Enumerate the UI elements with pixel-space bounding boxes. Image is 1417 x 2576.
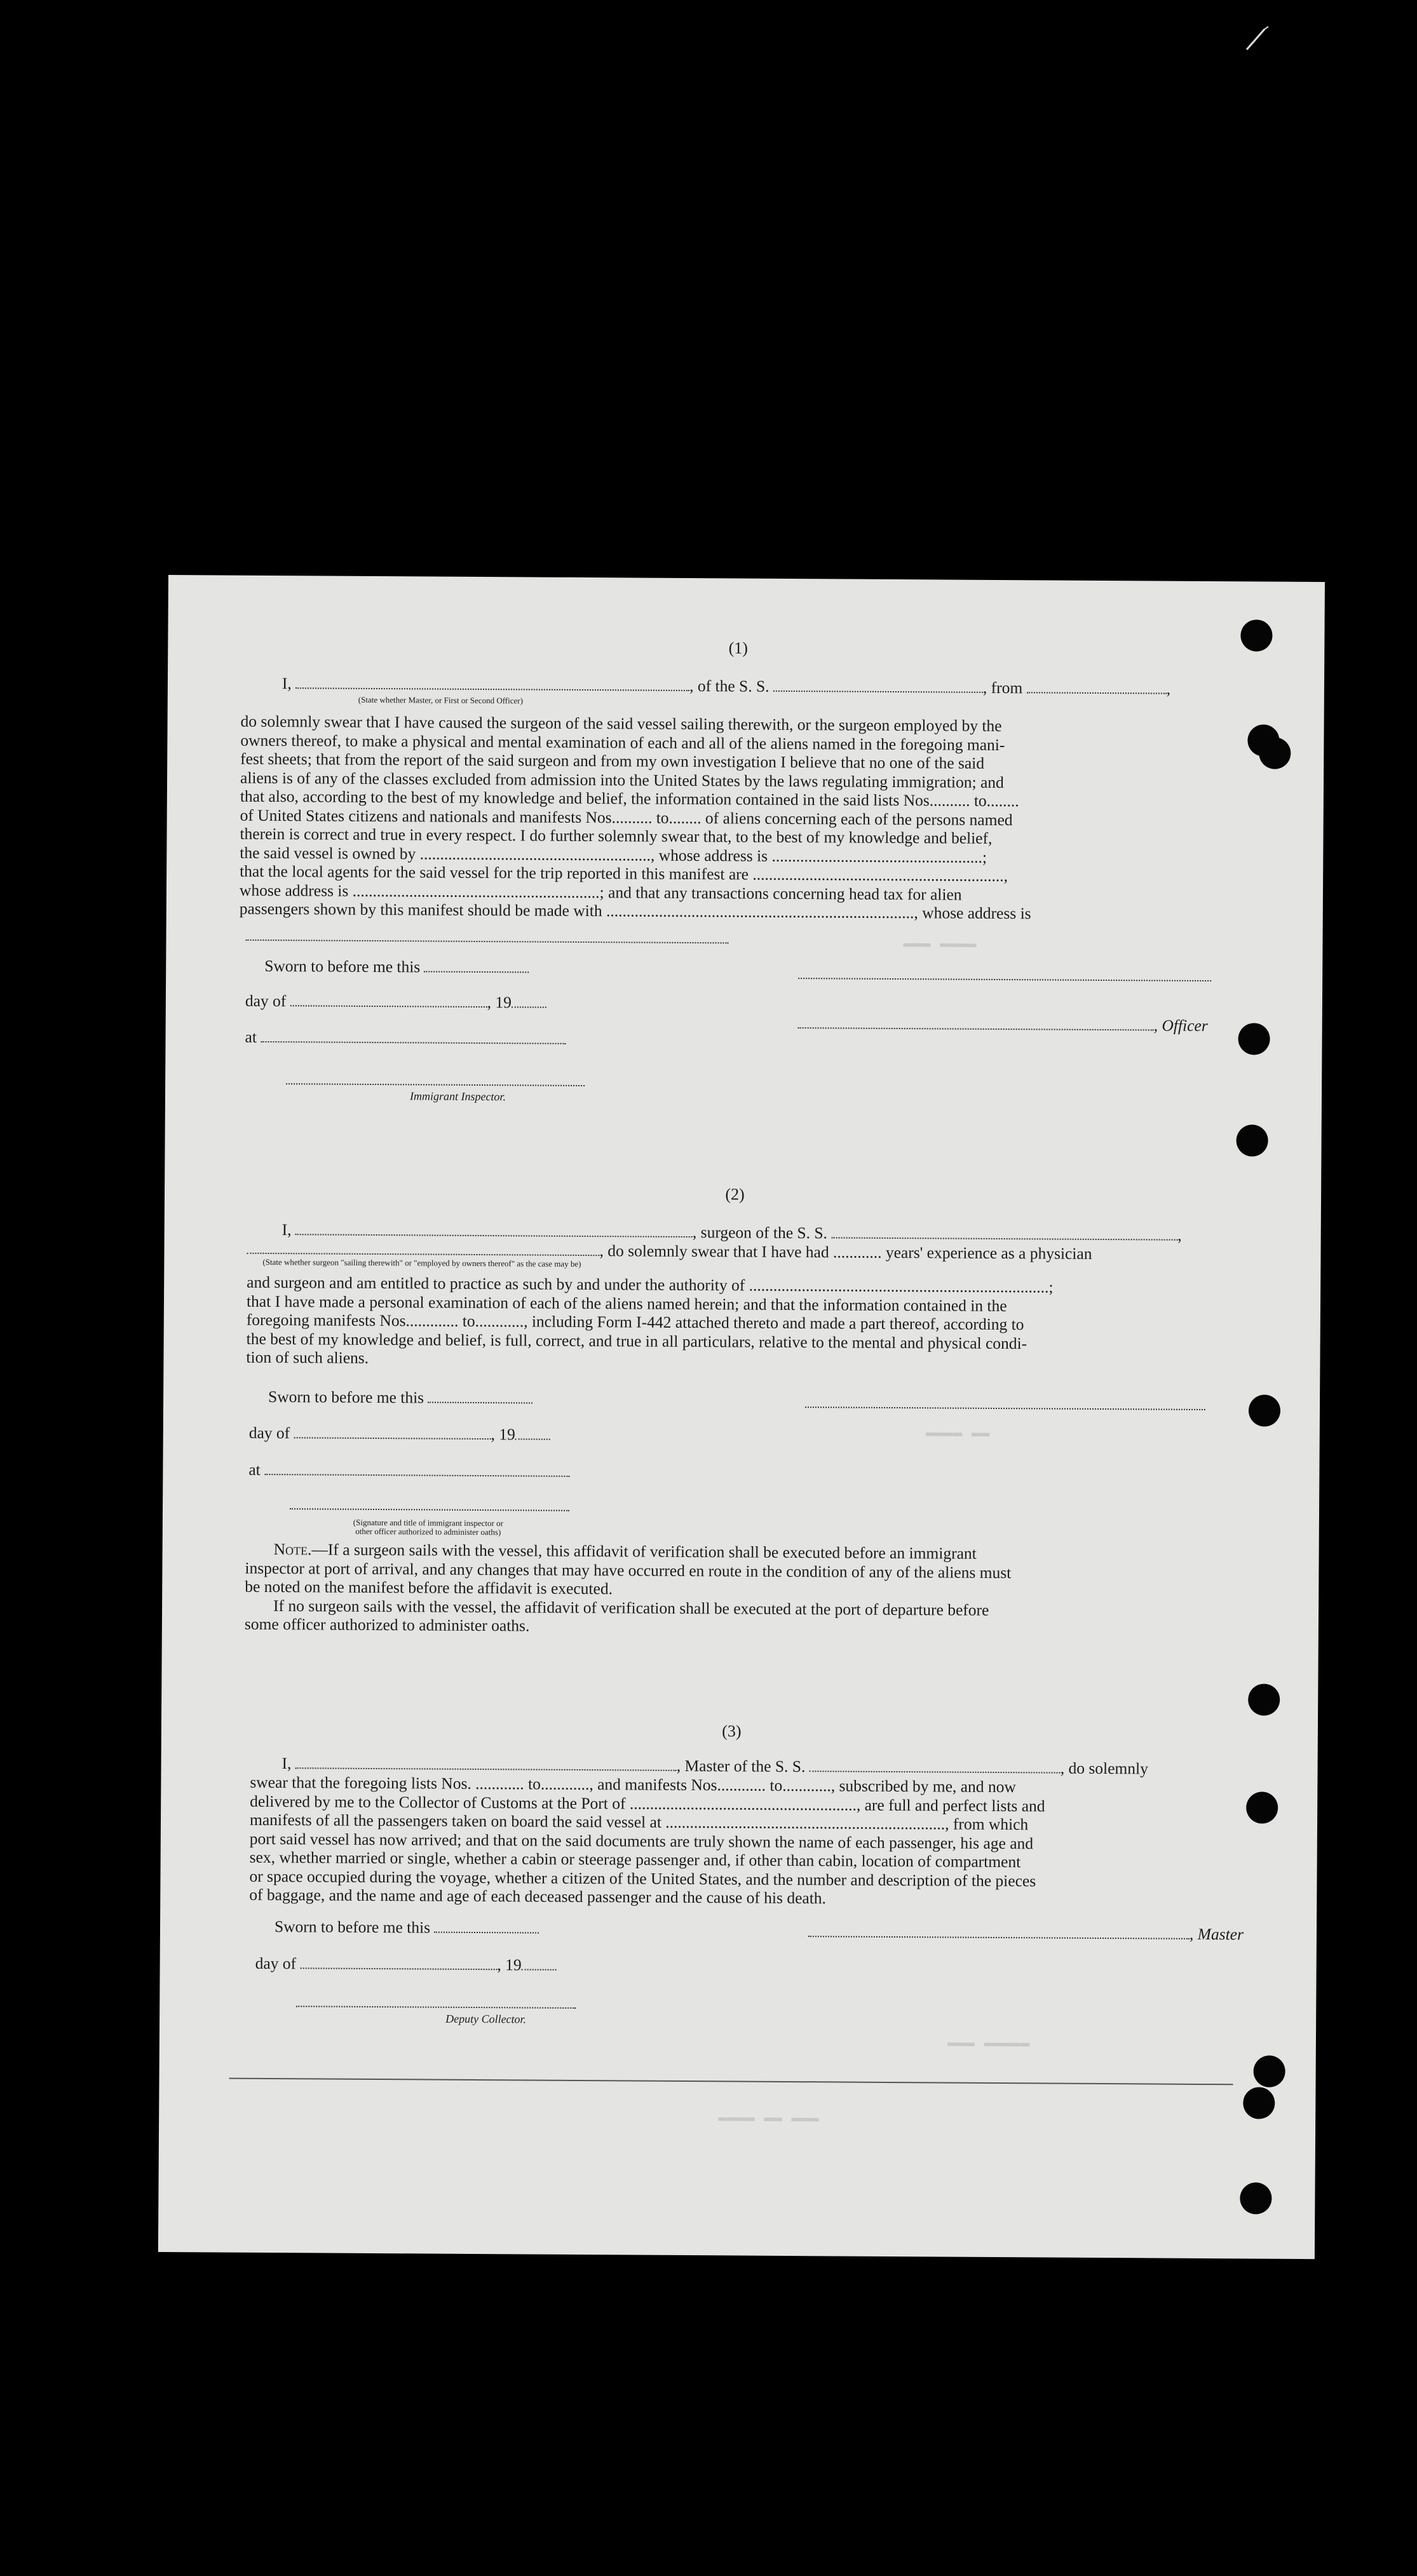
bleed-through: ▬▬▬▬ ▬▬ ▬▬▬ — [718, 2109, 819, 2128]
blank-master-name — [295, 1755, 677, 1771]
section-number: (1) — [728, 638, 749, 657]
punch-hole — [1243, 2087, 1275, 2119]
sworn-label: Sworn to before me this — [264, 957, 529, 978]
blank-surgeon-status — [247, 1239, 599, 1256]
sworn-label: Sworn to before me this — [275, 1917, 539, 1938]
label-i: I, — [281, 1754, 292, 1773]
body-line: whose address is .............................................................; and that any transactions concerning head tax for alien — [239, 880, 962, 904]
punch-hole — [1236, 1124, 1268, 1156]
inspector-caption: Immigrant Inspector. — [409, 1089, 506, 1103]
note-line: If no surgeon sails with the vessel, the affidavit of verification shall be executed at the port of departure before — [273, 1596, 989, 1619]
blank-vessel-name — [831, 1224, 1177, 1241]
sworn-label: Sworn to before me this — [268, 1387, 533, 1408]
label-i: I, — [281, 1220, 292, 1239]
inspector-signature-line — [286, 1075, 585, 1086]
punch-hole — [1259, 737, 1291, 769]
punch-hole — [1240, 2182, 1271, 2214]
punch-hole — [1246, 1791, 1278, 1823]
note-line: inspector at port of arrival, and any changes that may have occurred en route in the condition of any of the aliens must — [245, 1558, 1012, 1582]
body-line: that the local agents for the said vessel for the trip reported in this manifest are .............................................................., — [240, 861, 1008, 886]
at-line: at — [248, 1460, 569, 1481]
deputy-caption: Deputy Collector. — [445, 2012, 527, 2026]
label-of-ss: , of the S. S. — [689, 677, 770, 696]
body-line: manifests of all the passengers taken on board the said vessel at ....................................................................., from which — [249, 1810, 1029, 1834]
body-line: therein is correct and true in every respect. I do further solemnly swear that, to the best of my knowledge and belief, — [240, 824, 993, 847]
body-line: that also, according to the best of my knowledge and belief, the information contained in the said lists Nos.......... to........ — [240, 786, 1019, 811]
bottom-rule — [229, 2078, 1233, 2086]
body-line: owners thereof, to make a physical and mental examination of each and all of the aliens named in the foregoing mani- — [240, 731, 1005, 754]
punch-hole — [1240, 619, 1272, 651]
section-1-caption: (State whether Master, or First or Second Officer) — [358, 694, 524, 706]
blank-vessel-name — [773, 677, 983, 692]
scan-corner-mark — [1245, 25, 1271, 51]
body-line: foregoing manifests Nos............. to............, including Form I-442 attached thereto and made a part thereof, according to — [246, 1310, 1024, 1334]
signature-caption: (Signature and title of immigrant inspector or other officer authorized to administer oaths) — [353, 1517, 503, 1537]
punch-hole — [1248, 1683, 1280, 1715]
day-of-line: day of , 19 — [245, 992, 546, 1013]
body-line: delivered by me to the Collector of Customs at the Port of ........................................................, are full and perfect lists and — [250, 1791, 1045, 1815]
section-2-caption: (State whether surgeon "sailing therewith" or "employed by owners thereof" as the case may be) — [262, 1257, 581, 1269]
blank-address — [245, 931, 728, 943]
body-line: fest sheets; that from the report of the said surgeon and from my own investigation I believe that no one of the said — [240, 749, 985, 772]
body-line: the said vessel is owned by ........................................................., whose address is ....................................................; — [240, 843, 987, 867]
day-of-line: day of , 19 — [255, 1954, 557, 1975]
section-1-body — [240, 712, 1238, 924]
blank-signature-2 — [805, 1398, 1205, 1410]
note-line: —If a surgeon sails with the vessel, this affidavit of verification shall be executed before an immigrant — [311, 1540, 977, 1563]
body-line: and surgeon and am entitled to practice as such by and under the authority of ..........................................................................; — [247, 1272, 1054, 1297]
label-from: , from — [982, 678, 1023, 698]
blank-signature-1 — [798, 969, 1211, 981]
bleed-through: ▬▬▬ ▬▬▬▬ — [903, 935, 977, 953]
bleed-through: ▬▬▬▬ ▬▬ — [925, 1424, 990, 1442]
section-2 — [234, 1182, 1235, 1208]
note-label: Note. — [273, 1540, 312, 1559]
label-master-of: , Master of the S. S. — [676, 1756, 806, 1776]
section-2-first-line: I, , surgeon of the S. S. , — [281, 1220, 1182, 1244]
body-line: passengers shown by this manifest should be made with ............................................................................, whose address is — [239, 899, 1031, 923]
body-line: the best of my knowledge and belief, is full, correct, and true in all particulars, relative to the mental and physical condi- — [246, 1329, 1027, 1352]
officer-signature-line: , Officer — [798, 1014, 1208, 1035]
body-line: sex, whether married or single, whether a cabin or steerage passenger and, if other than cabin, location of compartment — [249, 1847, 1021, 1871]
section-2-body — [246, 1273, 1235, 1373]
label-surgeon-of: , surgeon of the S. S. — [692, 1223, 828, 1243]
blank-from-port — [1027, 679, 1167, 694]
manifest-page — [158, 575, 1325, 2259]
punch-hole — [1238, 1023, 1270, 1055]
section-1-first-line: I, , of the S. S. , from , — [281, 674, 1171, 698]
section-number: (2) — [725, 1185, 745, 1204]
deputy-signature-line — [296, 1997, 576, 2008]
section-3-body — [249, 1773, 1231, 1910]
at-line: at — [245, 1028, 566, 1049]
day-of-line: day of , 19 — [249, 1424, 550, 1445]
note-block — [245, 1540, 1233, 1640]
body-line: tion of such aliens. — [246, 1347, 369, 1367]
body-line: swear that the foregoing lists Nos. ............ to............, and manifests Nos............ to............, subscribed by me, and now — [250, 1772, 1016, 1797]
punch-hole — [1249, 1394, 1280, 1426]
body-line: port said vessel has now arrived; and that on the said documents are truly shown the name of each passenger, his age and — [249, 1829, 1034, 1852]
section-3 — [231, 1719, 1232, 1744]
inspector-signature-line — [290, 1500, 569, 1511]
body-line: do solemnly swear that I have caused the surgeon of the said vessel sailing therewith, or the surgeon employed by the — [240, 711, 1002, 736]
body-line: aliens is of any of the classes excluded from admission into the United States by the laws regulating immigration; and — [240, 768, 1004, 792]
section-number: (3) — [722, 1722, 742, 1741]
label-swear: , do solemnly swear that I have had ............ years' experience as a physician — [599, 1241, 1092, 1263]
body-line: that I have made a personal examination of each of the aliens named herein; and that the information contained in the — [246, 1291, 1007, 1315]
blank-surgeon-name — [295, 1221, 693, 1237]
body-line: of United States citizens and nationals and manifests Nos.......... to........ of aliens concerning each of the persons named — [240, 806, 1013, 829]
blank-officer-name — [295, 675, 689, 691]
section-1 — [238, 636, 1238, 661]
note-line: some officer authorized to administer oaths. — [244, 1614, 530, 1635]
punch-hole — [1253, 2055, 1285, 2087]
blank-vessel-name — [810, 1758, 1061, 1774]
label-solemnly: , do solemnly — [1060, 1758, 1148, 1778]
note-line: be noted on the manifest before the affidavit is executed. — [245, 1577, 613, 1598]
master-signature-line: , Master — [808, 1922, 1244, 1944]
bleed-through: ▬▬▬ ▬▬▬▬▬ — [947, 2034, 1030, 2053]
body-line: of baggage, and the name and age of each deceased passenger and the cause of his death. — [249, 1885, 827, 1908]
body-line: or space occupied during the voyage, whether a citizen of the United States, and the number and description of the pieces — [249, 1866, 1036, 1890]
label-i: I, — [281, 674, 292, 693]
